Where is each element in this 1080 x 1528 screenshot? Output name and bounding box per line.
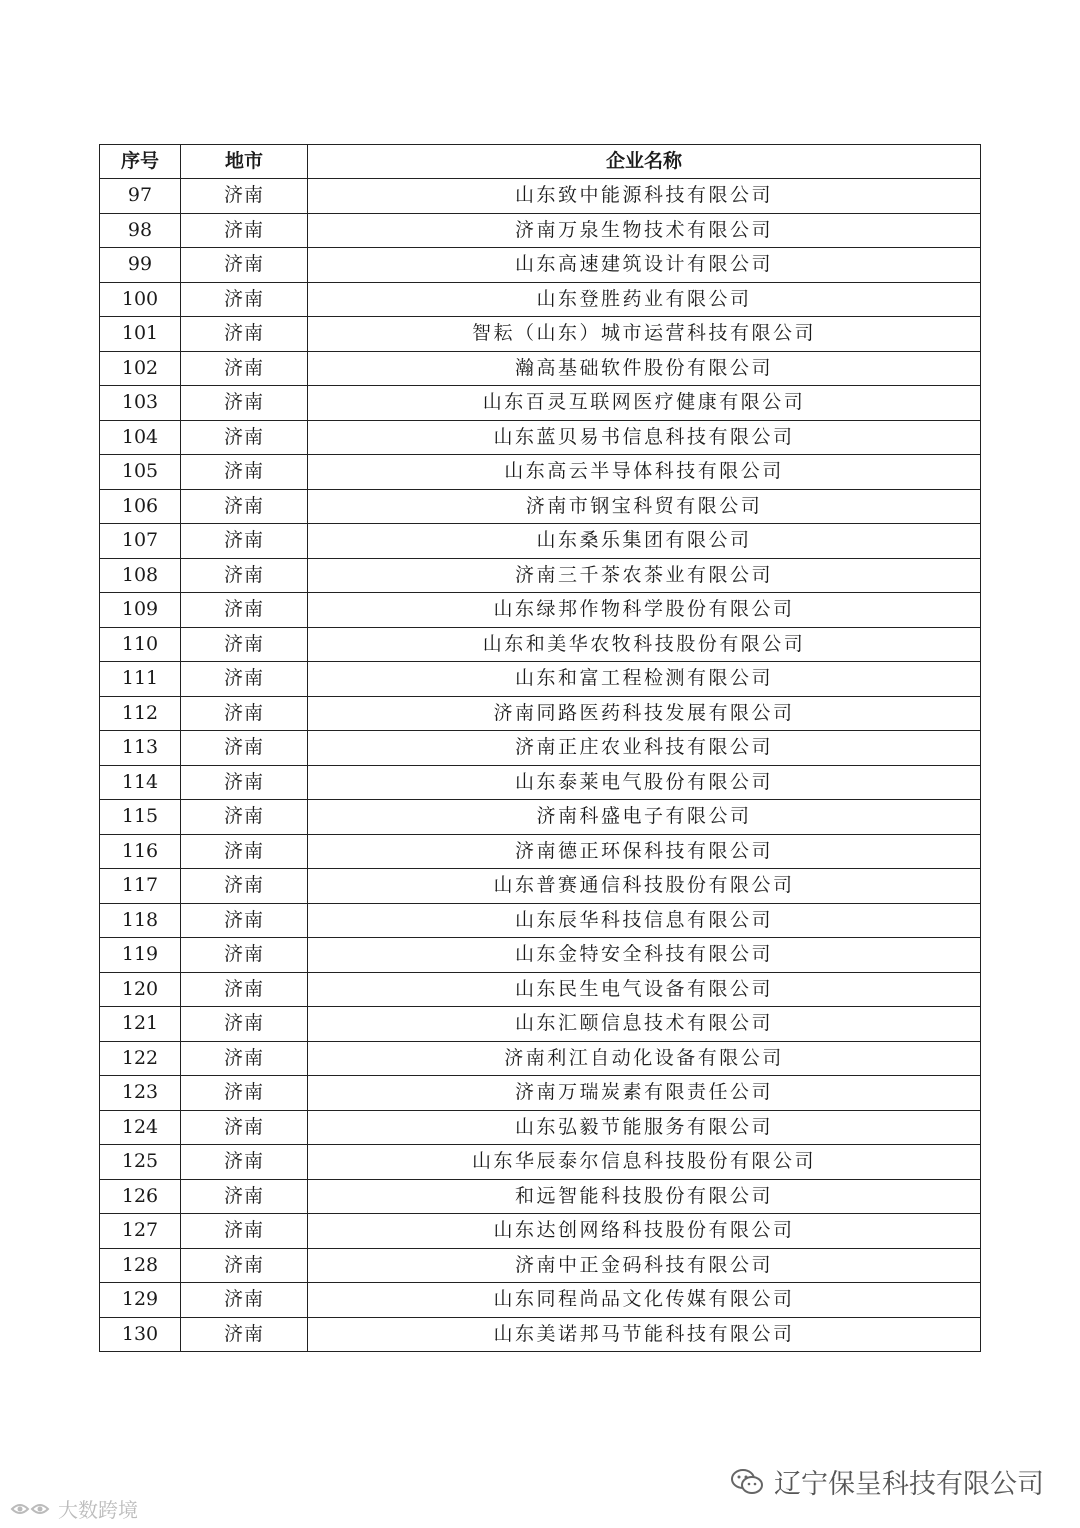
- watermark-left: [8, 1494, 138, 1523]
- row-city: 济南: [181, 1145, 308, 1180]
- row-city: 济南: [181, 282, 308, 317]
- table-row: [100, 593, 981, 628]
- company-list-table: [99, 144, 981, 1352]
- table-row: [100, 972, 981, 1007]
- row-company-name: 山东美诺邦马节能科技有限公司: [308, 1317, 981, 1352]
- table-row: [100, 1317, 981, 1352]
- table-row: [100, 351, 981, 386]
- row-no: 114: [100, 765, 181, 800]
- row-city: 济南: [181, 593, 308, 628]
- row-city: 济南: [181, 800, 308, 835]
- row-company-name: 山东登胜药业有限公司: [308, 282, 981, 317]
- row-company-name: 瀚高基础软件股份有限公司: [308, 351, 981, 386]
- table-row: [100, 1076, 981, 1111]
- table-row: [100, 627, 981, 662]
- row-city: 济南: [181, 1007, 308, 1042]
- row-company-name: 智耘（山东）城市运营科技有限公司: [308, 317, 981, 352]
- row-company-name: 山东和富工程检测有限公司: [308, 662, 981, 697]
- row-company-name: 济南科盛电子有限公司: [308, 800, 981, 835]
- table-row: [100, 731, 981, 766]
- row-no: 97: [100, 179, 181, 214]
- row-company-name: 山东辰华科技信息有限公司: [308, 903, 981, 938]
- table-row: [100, 800, 981, 835]
- row-no: 113: [100, 731, 181, 766]
- table-row: [100, 1007, 981, 1042]
- watermark-right: [730, 1462, 1044, 1501]
- table-header: [100, 145, 981, 179]
- row-company-name: 山东高速建筑设计有限公司: [308, 248, 981, 283]
- row-company-name: 山东桑乐集团有限公司: [308, 524, 981, 559]
- row-no: 118: [100, 903, 181, 938]
- row-no: 98: [100, 213, 181, 248]
- table-row: [100, 420, 981, 455]
- row-city: 济南: [181, 731, 308, 766]
- eye-logo-icon: [8, 1499, 52, 1519]
- header-city: 地市: [181, 145, 308, 179]
- row-no: 130: [100, 1317, 181, 1352]
- table-body: [100, 179, 981, 1352]
- row-city: 济南: [181, 1179, 308, 1214]
- row-city: 济南: [181, 696, 308, 731]
- row-city: 济南: [181, 317, 308, 352]
- table-row: [100, 213, 981, 248]
- row-city: 济南: [181, 1214, 308, 1249]
- row-no: 111: [100, 662, 181, 697]
- row-company-name: 济南万泉生物技术有限公司: [308, 213, 981, 248]
- row-company-name: 山东华辰泰尔信息科技股份有限公司: [308, 1145, 981, 1180]
- table-row: [100, 1145, 981, 1180]
- table-row: [100, 386, 981, 421]
- row-company-name: 山东普赛通信科技股份有限公司: [308, 869, 981, 904]
- row-no: 129: [100, 1283, 181, 1318]
- row-no: 100: [100, 282, 181, 317]
- row-city: 济南: [181, 386, 308, 421]
- row-no: 124: [100, 1110, 181, 1145]
- row-city: 济南: [181, 938, 308, 973]
- row-city: 济南: [181, 1076, 308, 1111]
- table-row: [100, 455, 981, 490]
- row-no: 126: [100, 1179, 181, 1214]
- row-city: 济南: [181, 1317, 308, 1352]
- row-company-name: 山东绿邦作物科学股份有限公司: [308, 593, 981, 628]
- row-company-name: 山东蓝贝易书信息科技有限公司: [308, 420, 981, 455]
- row-no: 110: [100, 627, 181, 662]
- watermark-right-text: 辽宁保呈科技有限公司: [774, 1469, 1044, 1500]
- header-row: [100, 145, 981, 179]
- row-city: 济南: [181, 834, 308, 869]
- row-company-name: 山东致中能源科技有限公司: [308, 179, 981, 214]
- row-no: 125: [100, 1145, 181, 1180]
- table-row: [100, 248, 981, 283]
- table-row: [100, 1214, 981, 1249]
- row-company-name: 山东和美华农牧科技股份有限公司: [308, 627, 981, 662]
- row-no: 122: [100, 1041, 181, 1076]
- row-no: 119: [100, 938, 181, 973]
- row-no: 104: [100, 420, 181, 455]
- row-city: 济南: [181, 869, 308, 904]
- row-no: 120: [100, 972, 181, 1007]
- row-no: 102: [100, 351, 181, 386]
- row-no: 115: [100, 800, 181, 835]
- row-company-name: 山东达创网络科技股份有限公司: [308, 1214, 981, 1249]
- row-city: 济南: [181, 179, 308, 214]
- row-no: 107: [100, 524, 181, 559]
- row-company-name: 济南正庄农业科技有限公司: [308, 731, 981, 766]
- table-row: [100, 765, 981, 800]
- row-company-name: 济南德正环保科技有限公司: [308, 834, 981, 869]
- row-company-name: 山东泰莱电气股份有限公司: [308, 765, 981, 800]
- row-company-name: 济南市钢宝科贸有限公司: [308, 489, 981, 524]
- header-no: 序号: [100, 145, 181, 179]
- table-row: [100, 282, 981, 317]
- table-row: [100, 1110, 981, 1145]
- row-company-name: 山东同程尚品文化传媒有限公司: [308, 1283, 981, 1318]
- table-row: [100, 903, 981, 938]
- row-city: 济南: [181, 972, 308, 1007]
- row-company-name: 和远智能科技股份有限公司: [308, 1179, 981, 1214]
- row-company-name: 山东百灵互联网医疗健康有限公司: [308, 386, 981, 421]
- row-no: 108: [100, 558, 181, 593]
- row-company-name: 济南同路医药科技发展有限公司: [308, 696, 981, 731]
- table-row: [100, 1041, 981, 1076]
- row-city: 济南: [181, 1283, 308, 1318]
- row-no: 127: [100, 1214, 181, 1249]
- table-row: [100, 489, 981, 524]
- row-no: 101: [100, 317, 181, 352]
- row-no: 99: [100, 248, 181, 283]
- table-row: [100, 317, 981, 352]
- row-no: 103: [100, 386, 181, 421]
- row-city: 济南: [181, 662, 308, 697]
- row-city: 济南: [181, 213, 308, 248]
- table-row: [100, 524, 981, 559]
- row-city: 济南: [181, 248, 308, 283]
- row-company-name: 济南利江自动化设备有限公司: [308, 1041, 981, 1076]
- row-company-name: 山东高云半导体科技有限公司: [308, 455, 981, 490]
- row-city: 济南: [181, 351, 308, 386]
- row-city: 济南: [181, 1248, 308, 1283]
- row-city: 济南: [181, 1041, 308, 1076]
- header-name: 企业名称: [308, 145, 981, 179]
- row-city: 济南: [181, 1110, 308, 1145]
- row-company-name: 山东汇颐信息技术有限公司: [308, 1007, 981, 1042]
- table-row: [100, 1248, 981, 1283]
- row-city: 济南: [181, 455, 308, 490]
- row-company-name: 济南中正金码科技有限公司: [308, 1248, 981, 1283]
- table-row: [100, 834, 981, 869]
- table-row: [100, 179, 981, 214]
- row-city: 济南: [181, 489, 308, 524]
- row-company-name: 山东弘毅节能服务有限公司: [308, 1110, 981, 1145]
- row-no: 121: [100, 1007, 181, 1042]
- row-no: 123: [100, 1076, 181, 1111]
- row-city: 济南: [181, 558, 308, 593]
- row-no: 105: [100, 455, 181, 490]
- row-no: 106: [100, 489, 181, 524]
- row-city: 济南: [181, 903, 308, 938]
- row-company-name: 山东金特安全科技有限公司: [308, 938, 981, 973]
- wechat-icon: [730, 1467, 764, 1497]
- row-company-name: 山东民生电气设备有限公司: [308, 972, 981, 1007]
- table-row: [100, 662, 981, 697]
- row-company-name: 济南万瑞炭素有限责任公司: [308, 1076, 981, 1111]
- table-row: [100, 1283, 981, 1318]
- row-city: 济南: [181, 524, 308, 559]
- table-row: [100, 1179, 981, 1214]
- table-row: [100, 938, 981, 973]
- row-no: 128: [100, 1248, 181, 1283]
- row-no: 112: [100, 696, 181, 731]
- row-city: 济南: [181, 420, 308, 455]
- watermark-left-text: 大数跨境: [58, 1498, 138, 1522]
- table-row: [100, 558, 981, 593]
- row-city: 济南: [181, 765, 308, 800]
- row-company-name: 济南三千茶农茶业有限公司: [308, 558, 981, 593]
- row-no: 117: [100, 869, 181, 904]
- row-no: 109: [100, 593, 181, 628]
- table-row: [100, 696, 981, 731]
- row-city: 济南: [181, 627, 308, 662]
- table-row: [100, 869, 981, 904]
- row-no: 116: [100, 834, 181, 869]
